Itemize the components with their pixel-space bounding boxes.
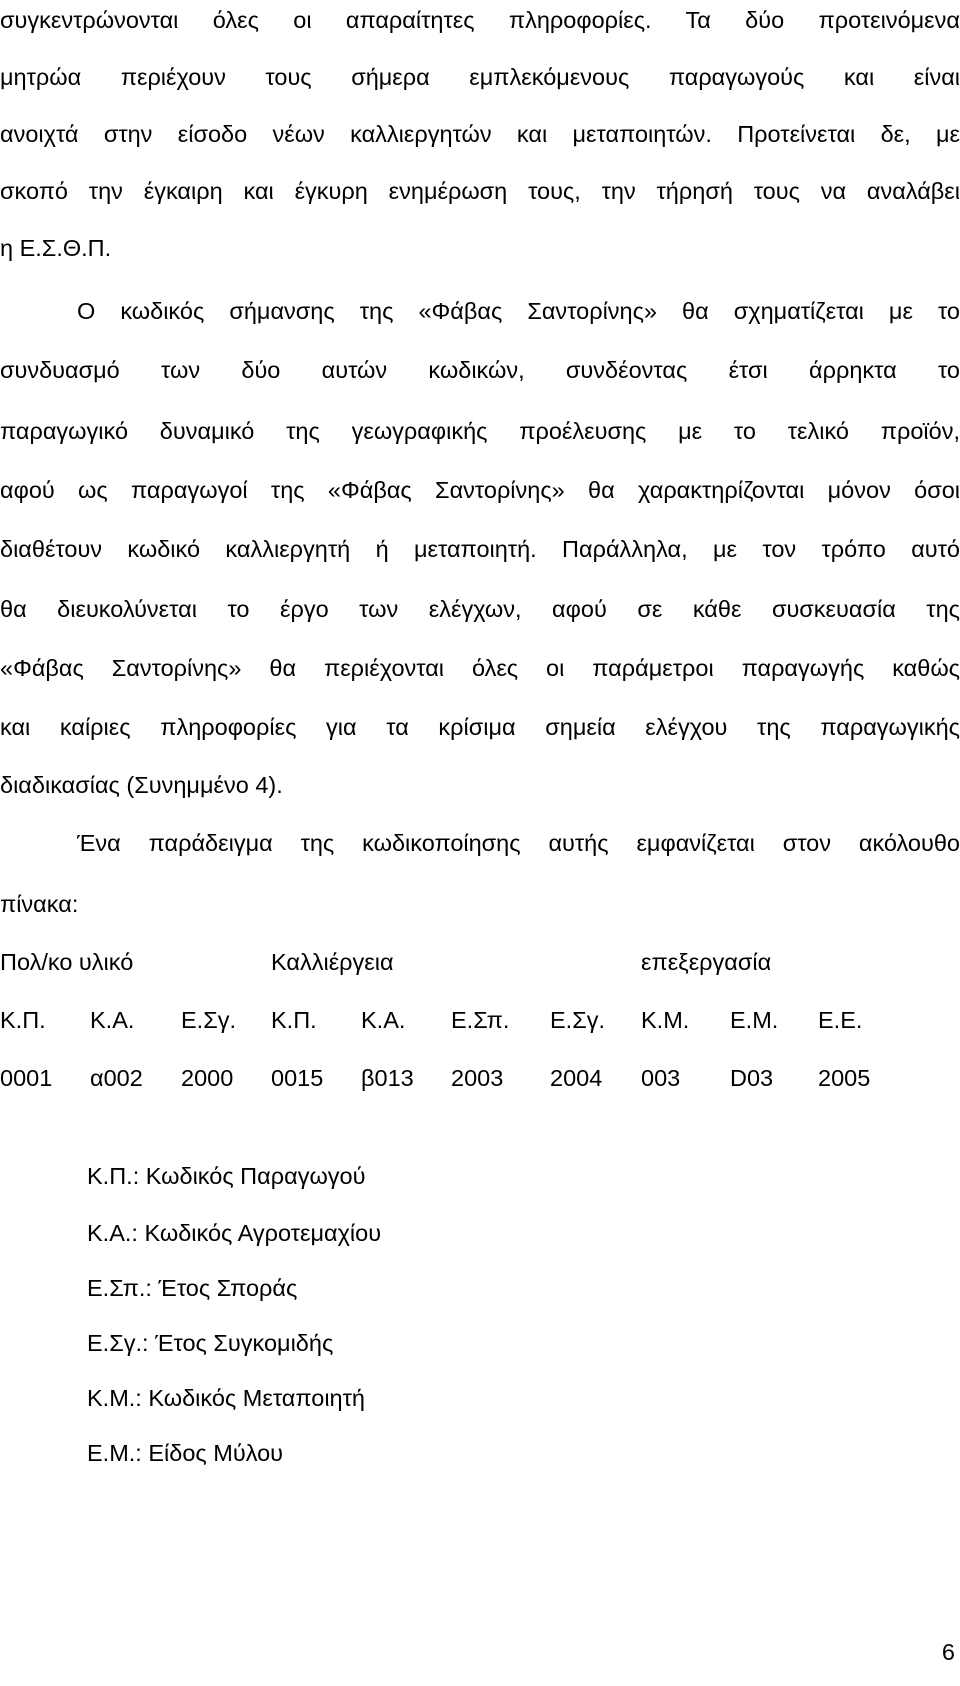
legend-item: Ε.Σγ.: Έτος Συγκομιδής <box>87 1330 334 1356</box>
table-cell: D03 <box>730 1065 774 1091</box>
column-header: Κ.Μ. <box>641 1007 690 1033</box>
legend-item: Κ.Α.: Κωδικός Αγροτεμαχίου <box>87 1220 382 1246</box>
legend-item: Κ.Π.: Κωδικός Παραγωγού <box>87 1163 366 1189</box>
table-cell: 003 <box>641 1065 681 1091</box>
column-header: Κ.Α. <box>90 1007 135 1033</box>
table-cell: 0001 <box>0 1065 53 1091</box>
text-line: θα διευκολύνεται το έργο των ελέγχων, αφού σε κάθε συσκευασία της <box>0 596 960 622</box>
legend-item: Κ.Μ.: Κωδικός Μεταποιητή <box>87 1385 365 1411</box>
column-header: Ε.Σγ. <box>181 1007 237 1033</box>
table-cell: 2003 <box>451 1065 504 1091</box>
text-line: παραγωγικό δυναμικό της γεωγραφικής προέλευσης με το τελικό προϊόν, <box>0 418 960 444</box>
text-line: Ο κωδικός σήμανσης της «Φάβας Σαντορίνης» θα σχηματίζεται με το <box>77 298 960 324</box>
text-line: αφού ως παραγωγοί της «Φάβας Σαντορίνης» θα χαρακτηρίζονται μόνον όσοι <box>0 477 960 503</box>
column-header: Ε.Ε. <box>818 1007 863 1033</box>
column-header: Κ.Α. <box>361 1007 406 1033</box>
page-number: 6 <box>941 1639 955 1665</box>
column-header: Ε.Μ. <box>730 1007 779 1033</box>
text-line: πίνακα: <box>0 891 79 917</box>
table-cell: 2004 <box>550 1065 603 1091</box>
column-header: Κ.Π. <box>271 1007 317 1033</box>
table-cell: 0015 <box>271 1065 324 1091</box>
legend-item: Ε.Σπ.: Έτος Σποράς <box>87 1275 298 1301</box>
text-line: ανοιχτά στην είσοδο νέων καλλιεργητών και μεταποιητών. Προτείνεται δε, με <box>0 121 960 147</box>
text-line: η Ε.Σ.Θ.Π. <box>0 235 112 261</box>
legend-item: Ε.Μ.: Είδος Μύλου <box>87 1440 284 1466</box>
group-header-processing: επεξεργασία <box>641 949 772 975</box>
text-line: διαδικασίας (Συνημμένο 4). <box>0 772 283 798</box>
column-header: Ε.Σπ. <box>451 1007 510 1033</box>
group-header-material: Πολ/κο υλικό <box>0 949 134 975</box>
text-line: συνδυασμό των δύο αυτών κωδικών, συνδέοντας έτσι άρρηκτα το <box>0 357 960 383</box>
text-line: μητρώα περιέχουν τους σήμερα εμπλεκόμενους παραγωγούς και είναι <box>0 64 960 90</box>
text-line: σκοπό την έγκαιρη και έγκυρη ενημέρωση τους, την τήρησή τους να αναλάβει <box>0 178 960 204</box>
table-cell: 2005 <box>818 1065 871 1091</box>
text-line: διαθέτουν κωδικό καλλιεργητή ή μεταποιητή. Παράλληλα, με τον τρόπο αυτό <box>0 536 960 562</box>
text-line: και καίριες πληροφορίες για τα κρίσιμα σημεία ελέγχου της παραγωγικής <box>0 714 960 740</box>
column-header: Ε.Σγ. <box>550 1007 606 1033</box>
text-line: Ένα παράδειγμα της κωδικοποίησης αυτής εμφανίζεται στον ακόλουθο <box>77 830 960 856</box>
table-cell: α002 <box>90 1065 143 1091</box>
text-line: «Φάβας Σαντορίνης» θα περιέχονται όλες οι παράμετροι παραγωγής καθώς <box>0 655 960 681</box>
group-header-cultivation: Καλλιέργεια <box>271 949 394 975</box>
table-cell: β013 <box>361 1065 414 1091</box>
column-header: Κ.Π. <box>0 1007 46 1033</box>
text-line: συγκεντρώνονται όλες οι απαραίτητες πληροφορίες. Τα δύο προτεινόμενα <box>0 7 960 33</box>
table-cell: 2000 <box>181 1065 234 1091</box>
